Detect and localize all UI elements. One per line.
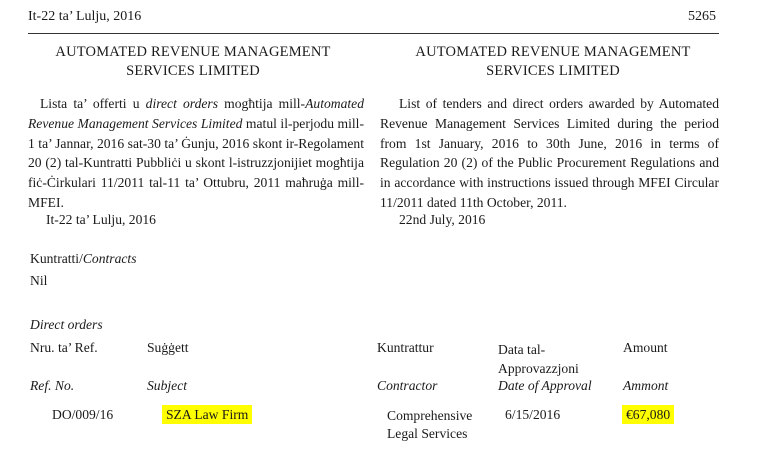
english-title-line2: SERVICES LIMITED (486, 63, 620, 79)
header-contractor-en: Contractor (377, 378, 438, 393)
header-subject-mt: Suġġett (147, 340, 189, 355)
english-para-line: 11/2011 dated 11th October, 2011. (380, 194, 567, 210)
row-ref: DO/009/16 (52, 407, 114, 422)
english-para-line: in accordance with instructions issued through MFEI Circular (380, 175, 719, 191)
contracts-label: Kuntratti/Contracts (30, 251, 137, 266)
english-paragraph (380, 94, 719, 213)
maltese-para-line: fiċ-Ċirkulari 11/2011 tal-11 ta’ Ottubru, 2011 maħruġa mill- (28, 175, 364, 191)
page-number: 5265 (688, 9, 716, 24)
page-header-date: It-22 ta’ Lulju, 2016 (28, 9, 142, 24)
contracts-value: Nil (30, 273, 48, 288)
row-amount (626, 407, 674, 423)
row-date: 6/15/2016 (505, 407, 561, 422)
header-rule (28, 33, 719, 34)
header-subject-en: Subject (147, 378, 188, 393)
row-contractor: Comprehensive Legal Services (387, 408, 473, 441)
maltese-paragraph (28, 94, 364, 213)
maltese-title-line1: AUTOMATED REVENUE MANAGEMENT (55, 44, 331, 60)
row-subject (166, 407, 252, 423)
english-para-line: Regulation 20 (2) of the Public Procurement Regulations and (380, 155, 719, 171)
direct-orders-heading: Direct orders (30, 317, 103, 332)
maltese-para-line: MFEI. (28, 194, 64, 210)
maltese-para-line: 1 ta’ Jannar, 2016 sat-30 ta’ Ġunju, 2016 skont ir-Regolament (28, 135, 364, 151)
row-subject-highlight: SZA Law Firm (162, 405, 252, 424)
header-date-mt: Data tal- Approvazzjoni (498, 342, 579, 376)
english-date: 22nd July, 2016 (399, 212, 486, 227)
row-amount-highlight: €67,080 (622, 405, 674, 424)
english-para-line: List of tenders and direct orders awarded by Automated (399, 96, 719, 111)
header-date-en: Date of Approval (498, 378, 592, 393)
header-contractor-mt: Kuntrattur (377, 340, 434, 355)
maltese-title (28, 43, 358, 81)
english-title (386, 43, 720, 81)
english-para-line: from 1st January, 2016 to 30th June, 2016 in terms of (380, 135, 719, 151)
maltese-title-line2: SERVICES LIMITED (126, 63, 260, 79)
english-title-line1: AUTOMATED REVENUE MANAGEMENT (415, 44, 691, 60)
english-para-line: Revenue Management Services Limited during the period (380, 115, 719, 131)
maltese-para-line: Lista ta’ offerti u direct orders mogħtija mill-Automated (40, 96, 364, 111)
maltese-para-line: 20 (2) tal-Kuntratti Pubbliċi u skont l-istruzzjonijiet mogħtija (28, 155, 364, 171)
header-ref-mt: Nru. ta’ Ref. (30, 340, 98, 355)
header-amount-en: Ammont (623, 378, 669, 393)
header-ref-en: Ref. No. (30, 378, 75, 393)
header-amount-mt: Amount (623, 340, 668, 355)
maltese-para-line: Revenue Management Services Limited matul il-perjodu mill- (28, 115, 364, 131)
maltese-date: It-22 ta’ Lulju, 2016 (46, 212, 156, 227)
